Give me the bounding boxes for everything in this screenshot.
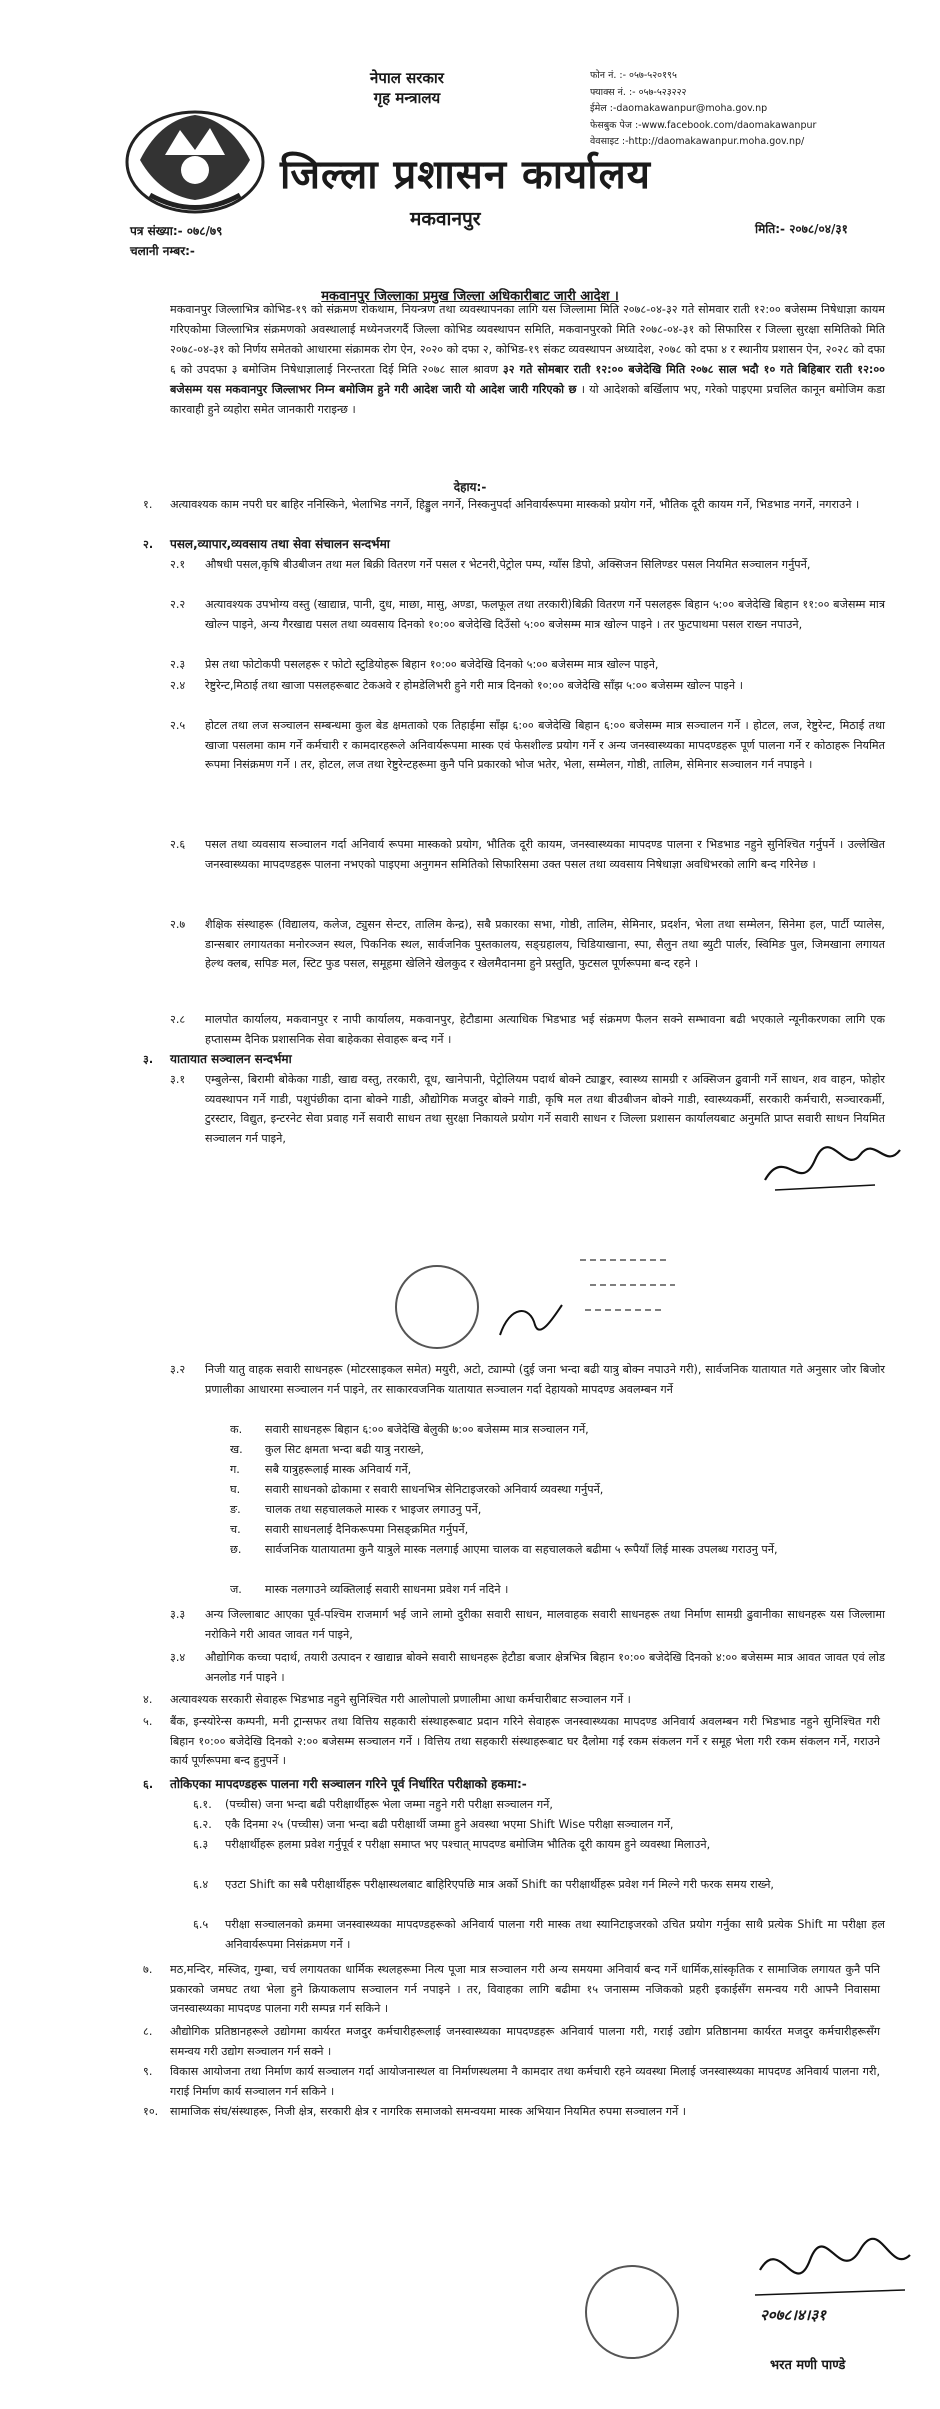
order-item-number: ङ. [230, 1503, 241, 1516]
signatory-name: भरत मणी पाण्डे [770, 2358, 846, 2373]
order-item-number: ६.३ [193, 1838, 209, 1851]
order-item-text: एउटा Shift का सबै परीक्षार्थीहरू परीक्षास्थलबाट बाहिरिएपछि मात्र अर्को Shift का परीक्षार्थीहरू प्रवेश गर्न मिल्ने गरी फरक समय राख्ने, [225, 1878, 774, 1891]
contact-fax: फ्याक्स नं. :- ०५७-५२३२२२ [590, 86, 687, 98]
nepal-emblem-icon [120, 100, 270, 220]
order-item-number: ६.२. [193, 1818, 212, 1831]
contact-website: वेवसाइट :-http://daomakawanpur.moha.gov.np/ [590, 136, 805, 147]
order-item-text: सवारी साधनको ढोकामा र सवारी साधनभित्र सेनिटाइजरको अनिवार्य व्यवस्था गर्नुपर्ने, [265, 1483, 604, 1496]
order-item-number: ३.३ [170, 1608, 186, 1621]
contact-facebook: फेसबुक पेज :-www.facebook.com/daomakawanpur [590, 119, 817, 131]
order-item-number: ७. [143, 1963, 153, 1976]
order-item-number: ३. [143, 1053, 154, 1066]
order-item-text: मठ,मन्दिर, मस्जिद, गुम्बा, चर्च लगायतका धार्मिक स्थलहरूमा नित्य पूजा मात्र सञ्चालन गरी अन्य समयमा अनिवार्य बन्द गर्ने धार्मिक,सांस्कृतिक र सामाजिक लगायत कुनै पनि प्रकारको जमघट तथा भेला हुने क्रियाकलाप सञ्चालन गर्न नपाइने । तर, विवाहका लागि बढीमा १५ जनासम्म नजिकको प्रहरी इकाईसँग समन्वय गरी आफ्नै निवासमा जनस्वास्थ्यका मापदण्ड पालना गरी सम्पन्न गर्न सकिने । [170, 1963, 880, 2015]
letter-number: पत्र संख्या:- ०७८/७९ [130, 224, 223, 238]
order-item-number: ३.१ [170, 1073, 186, 1086]
order-item-number: ९. [143, 2065, 153, 2078]
order-item-number: २.४ [170, 679, 186, 692]
order-item-number: ३.२ [170, 1363, 186, 1376]
order-item-text: बैंक, इन्स्योरेन्स कम्पनी, मनी ट्रान्सफर तथा वित्तिय सहकारी संस्थाहरूबाट प्रदान गरिने सेवाहरू जनस्वास्थ्यका मापदण्ड अनिवार्य अवलम्बन गरी भिडभाड नहुने सुनिश्चित गरी बिहान १०:०० बजेदेखि दिनको २:०० बजेसम्म सञ्चालन गर्ने । वित्तिय तथा सहकारी संस्थाहरूबाट घर दैलोमा गई रकम संकलन गर्ने र समूह भेला गरी रकम संकलन गर्ने, गराउने कार्य पूर्णरूपमा बन्द हुनुपर्ने । [170, 1715, 880, 1767]
order-item-text: अन्य जिल्लाबाट आएका पूर्व-पश्चिम राजमार्ग भई जाने लामो दुरीका सवारी साधन, मालवाहक सवारी साधनहरू तथा निर्माण सामग्री ढुवानीका साधनहरू यस जिल्लामा नरोकिने गरी आवत जावत गर्न पाइने, [205, 1608, 885, 1641]
order-item-number: ग. [230, 1463, 240, 1476]
order-item-text: अत्यावश्यक सरकारी सेवाहरू भिडभाड नहुने सुनिश्चित गरी आलोपालो प्रणालीमा आधा कर्मचारीबाट सञ्चालन गर्ने । [170, 1693, 631, 1706]
order-item-number: क. [230, 1423, 243, 1436]
order-item-number: ६.१. [193, 1798, 212, 1811]
order-item-text: औषधी पसल,कृषि बीउबीजन तथा मल बिक्री वितरण गर्ने पसल र भेटनरी,पेट्रोल पम्प, ग्याँस डिपो, अक्सिजन सिलिण्डर पसल नियमित सञ्चालन गर्नुपर्ने, [205, 558, 811, 571]
order-item-number: २.७ [170, 918, 186, 931]
order-item-number: २.६ [170, 838, 186, 851]
signature-mark-1 [755, 1135, 905, 1205]
order-item-text: एकै दिनमा २५ (पच्चीस) जना भन्दा बढी परीक्षार्थी जम्मा हुने अवस्था भएमा Shift Wise परीक्षा सञ्चालन गर्ने, [225, 1818, 674, 1831]
order-item-number: ६. [143, 1778, 154, 1791]
letter-date: मिति:- २०७८/०४/३१ [755, 222, 848, 236]
order-item-text: (पच्चीस) जना भन्दा बढी परीक्षार्थीहरू भेला जम्मा नहुने गरी परीक्षा सञ्चालन गर्ने, [225, 1798, 553, 1811]
order-item-number: ६.४ [193, 1878, 209, 1891]
order-item-text: औद्योगिक कच्चा पदार्थ, तयारी उत्पादन र खाद्यान्न बोक्ने सवारी साधनहरू हेटौडा बजार क्षेत्रभित्र बिहान १०:०० बजेदेखि दिनको ४:०० बजेसम्म मात्र आवत जावत एवं लोड अनलोड गर्न पाइने । [205, 1651, 885, 1684]
gov-line-1: नेपाल सरकार [370, 69, 444, 87]
order-item-text: रेष्टुरेन्ट,मिठाई तथा खाजा पसलहरूबाट टेकअवे र होमडेलिभरी हुने गरी मात्र दिनको १०:०० बजेदेखि साँझ ५:०० बजेसम्म खोल्न पाइने । [205, 679, 743, 692]
order-item-text: सामाजिक संघ/संस्थाहरू, निजी क्षेत्र, सरकारी क्षेत्र र नागरिक समाजको समन्वयमा मास्क अभियान नियमित रुपमा सञ्चालन गर्ने । [170, 2105, 687, 2118]
order-item-number: ४. [143, 1693, 153, 1706]
order-item-number: २.५ [170, 719, 186, 732]
order-item-text: औद्योगिक प्रतिष्ठानहरूले उद्योगमा कार्यरत मजदुर कर्मचारीहरूलाई जनस्वास्थ्यका मापदण्डहरू अनिवार्य पालना गरी, गराई उद्योग प्रतिष्ठानमा कार्यरत मजदुर कर्मचारीहरूसँग समन्वय गरी उद्योग सञ्चालन गर्न सक्ने । [170, 2025, 880, 2058]
order-item-number: २.८ [170, 1013, 186, 1026]
order-item-text: सवारी साधनलाई दैनिकरूपमा निसङ्क्रमित गर्नुपर्ने, [265, 1523, 469, 1536]
order-item-text: पसल तथा व्यवसाय सञ्चालन गर्दा अनिवार्य रूपमा मास्कको प्रयोग, भौतिक दूरी कायम, जनस्वास्थ्यका मापदण्ड पालना र भिडभाड नहुने सुनिश्चित गर्नुपर्ने । उल्लेखित जनस्वास्थ्यका मापदण्डहरू पालना नभएको पाइएमा अनुगमन समितिको सिफारिसमा उक्त पसल तथा व्यवसाय निषेधाज्ञा अवधिभरको लागि बन्द गरिनेछ । [205, 838, 885, 871]
order-item-number: १०. [143, 2105, 159, 2118]
order-item-text: मालपोत कार्यालय, मकवानपुर र नापी कार्यालय, मकवानपुर, हेटौडामा अत्याधिक भिडभाड भई संक्रमण फैलन सक्ने सम्भावना बढी भएकाले न्यूनीकरणका लागि एक हप्तासम्म दैनिक प्रशासनिक सेवा बाहेकका सेवाहरू बन्द गर्ने । [205, 1013, 885, 1046]
order-item-number: ख. [230, 1443, 243, 1456]
reference-number: चलानी नम्बर:- [130, 244, 195, 258]
order-item-number: च. [230, 1523, 241, 1536]
contact-phone: फोन नं. :- ०५७-५२०१९५ [590, 70, 677, 81]
order-item-text: अत्यावश्यक काम नपरी घर बाहिर ननिस्किने, भेलाभिड नगर्ने, हिड्डुल नगर्ने, निस्कनुपर्दा अनिवार्यरूपमा मास्कको प्रयोग गर्ने, भौतिक दूरी कायम गर्ने, भिडभाड नगर्ने, नगराउने । [170, 498, 860, 511]
order-item-number: २.३ [170, 658, 186, 671]
contact-block [590, 68, 816, 151]
order-item-text: निजी यातु वाहक सवारी साधनहरू (मोटरसाइकल समेत) मयुरी, अटो, ट्याम्पो (दुई जना भन्दा बढी यात्रु बोक्न नपाउने गरी), सार्वजनिक यातायात गते अनुसार जोर बिजोर प्रणालीका आधारमा सञ्चालन गर्न पाइने, तर साकारवजनिक यातायात सञ्चालन गर्दा देहायको मापदण्ड अवलम्बन गर्ने [205, 1363, 885, 1396]
contact-email: ईमेल :-daomakawanpur@moha.gov.np [590, 103, 768, 114]
order-item-number: २.२ [170, 598, 186, 611]
government-header [370, 68, 444, 108]
order-item-text: प्रेस तथा फोटोकपी पसलहरू र फोटो स्टुडियोहरू बिहान १०:०० बजेदेखि दिनको ५:०० बजेसम्म मात्र खोल्न पाइने, [205, 658, 659, 671]
order-item-text: परीक्षार्थीहरू हलमा प्रवेश गर्नुपूर्व र परीक्षा समाप्त भए पश्चात् मापदण्ड बमोजिम भौतिक दूरी कायम हुने व्यवस्था मिलाउने, [225, 1838, 711, 1851]
office-title: जिल्ला प्रशासन कार्यालय [280, 152, 651, 198]
order-item-text: एम्बुलेन्स, बिरामी बोकेका गाडी, खाद्य वस्तु, तरकारी, दूध, खानेपानी, पेट्रोलियम पदार्थ बोक्ने ट्याङ्कर, स्वास्थ्य सामग्री र अक्सिजन ढुवानी गर्ने साधन, शव वाहन, फोहोर व्यवस्थापन गर्ने गाडी, पशुपंछीका दाना बोक्ने गाडी, औद्योगिक मजदुर बोक्ने गाडी, कृषि मल तथा बीउबीजन बोक्ने गाडी, स्वास्थ्यकर्मी, सरकारी कर्मचारी, सञ्चारकर्मी, टुरस्टार, विद्युत, इन्टरनेट सेवा प्रवाह गर्ने सवारी साधन तथा सुरक्षा निकायले प्रयोग गर्ने सवारी साधन र जिल्ला प्रशासन कार्यालयबाट अनुमति प्राप्त सवारी साधन नियमित सञ्चालन गर्न पाइने, [205, 1073, 885, 1145]
order-item-number: ८. [143, 2025, 153, 2038]
order-item-text: होटल तथा लज सञ्चालन सम्बन्धमा कुल बेड क्षमताको एक तिहाईमा साँझ ६:०० बजेदेखि बिहान ६:०० बजेसम्म मात्र सञ्चालन गर्ने । होटल, लज, रेष्टुरेन्ट, मिठाई तथा खाजा पसलमा काम गर्ने कर्मचारी र कामदारहरूले अनिवार्यरूपमा मास्क एवं फेसशील्ड प्रयोग गर्ने र अन्य जनस्वास्थ्यका मापदण्डहरू पूर्ण पालना गर्ने र कोठाहरू नियमित रूपमा निसंक्रमण गर्ने । तर, होटल, लज तथा रेष्टुरेन्टहरूमा कुनै पनि प्रकारको भोज भतेर, भेला, सम्मेलन, गोष्ठी, तालिम, सेमिनार सञ्चालन गर्न नपाइने । [205, 719, 885, 771]
order-item-text: सार्वजनिक यातायातमा कुनै यात्रुले मास्क नलगाई आएमा चालक वा सहचालकले बढीमा ५ रूपैयाँ लिई मास्क उपलब्ध गराउनु पर्ने, [265, 1543, 778, 1556]
order-item-number: ६.५ [193, 1918, 209, 1931]
order-item-number: २. [143, 538, 154, 551]
order-item-text: मास्क नलगाउने व्यक्तिलाई सवारी साधनमा प्रवेश गर्न नदिने । [265, 1583, 509, 1596]
order-item-text: परीक्षा सञ्चालनको क्रममा जनस्वास्थ्यका मापदण्डहरूको अनिवार्य पालना गरी मास्क तथा स्यानिटाइजरको उचित प्रयोग गर्नुका साथै प्रत्येक Shift मा परीक्षा हल अनिवार्यरूपमा निसंक्रमण गर्ने । [225, 1918, 885, 1951]
order-item-number: २.१ [170, 558, 186, 571]
office-seal-1 [395, 1265, 479, 1349]
order-item-number: छ. [230, 1543, 242, 1556]
intro-highlight: ३२ गते सोमबार राती १२:०० बजेदेखि मिति २०७८ साल भदौ १० गते बिहिबार राती १२:०० बजेसम्म यस मकवानपुर जिल्लाभर निम्न बमोजिम हुने गरी आदेश जारी यो आदेश जारी गरिएको छ [170, 363, 885, 396]
section-heading: देहाय:- [453, 480, 487, 494]
subject-line: मकवानपुर जिल्लाका प्रमुख जिल्ला अधिकारीबाट जारी आदेश । [321, 289, 619, 304]
order-item-text: यातायात सञ्चालन सन्दर्भमा [170, 1052, 292, 1066]
order-item-text: सवारी साधनहरू बिहान ६:०० बजेदेखि बेलुकी ७:०० बजेसम्म मात्र सञ्चालन गर्ने, [265, 1423, 589, 1436]
handwritten-note-1 [575, 1240, 685, 1330]
order-item-text: विकास आयोजना तथा निर्माण कार्य सञ्चालन गर्दा आयोजनास्थल वा निर्माणस्थलमा नै कामदार तथा कर्मचारी रहने व्यवस्था मिलाई जनस्वास्थ्यका मापदण्ड अनिवार्य पालना गरी, गराई निर्माण कार्य सञ्चालन गर्न सकिने । [170, 2065, 880, 2098]
gov-line-2: गृह मन्त्रालय [373, 89, 441, 107]
intro-paragraph [170, 300, 885, 420]
intro-part-1: मकवानपुर जिल्लाभित्र कोभिड-१९ को संक्रमण रोकथाम, नियन्त्रण तथा व्यवस्थापनका लागि यस जिल्लामा मिति २०७८-०४-३२ गते सोमवार राती १२:०० बजेसम्म निषेधाज्ञा कायम गरिएकोमा जिल्लाभित्र संक्रमणको अवस्थालाई मध्येनजरगर्दै जिल्ला कोभिड व्यवस्थापन समिति, मकवानपुरको मिति २०७८-०४-३१ को सिफारिस र जिल्ला सुरक्षा समितिको मिति २०७८-०४-३१ को निर्णय समेतको आधारमा संक्रामक रोग ऐन, २०२० को दफा २, कोभिड-१९ संकट व्यवस्थापन अध्यादेश, २०७८ को दफा ४ र स्थानीय प्रशासन ऐन, २०२८ को दफा ६ को उपदफा ३ बमोजिम निषेधाज्ञालाई निरन्तरता दिई मिति २०७८ साल श्रावण [170, 303, 885, 376]
order-item-text: तोकिएका मापदण्डहरू पालना गरी सञ्चालन गरिने पूर्व निर्धारित परीक्षाको हकमा:- [170, 1777, 527, 1791]
order-item-text: चालक तथा सहचालकले मास्क र भाइजर लगाउनु पर्ने, [265, 1503, 482, 1516]
order-item-text: अत्यावश्यक उपभोग्य वस्तु (खाद्यान्न, पानी, दुध, माछा, मासु, अण्डा, फलफूल तथा तरकारी)बिक्री वितरण गर्ने पसलहरू बिहान ५:०० बजेदेखि बिहान ११:०० बजेसम्म मात्र खोल्न पाइने, अन्य गैरखाद्य पसल तथा व्यवसाय दिनको १०:०० बजेदेखि दिउँसो ५:०० बजेसम्म मात्र खोल्न पाइने । तर फुटपाथमा पसल राख्न नपाउने, [205, 598, 885, 631]
order-item-number: १. [143, 498, 153, 511]
district-name: मकवानपुर [410, 208, 481, 230]
order-item-text: पसल,व्यापार,व्यवसाय तथा सेवा संचालन सन्दर्भमा [170, 537, 390, 551]
order-item-text: कुल सिट क्षमता भन्दा बढी यात्रु नराख्ने, [265, 1443, 424, 1456]
signature-date: २०७८।४।३१ [760, 2306, 826, 2324]
order-item-number: घ. [230, 1483, 241, 1496]
initial-mark [490, 1295, 570, 1345]
order-item-number: ५. [143, 1715, 153, 1728]
order-item-text: सबै यात्रुहरूलाई मास्क अनिवार्य गर्ने, [265, 1463, 412, 1476]
order-item-text: शैक्षिक संस्थाहरू (विद्यालय, कलेज, ट्युसन सेन्टर, तालिम केन्द्र), सबै प्रकारका सभा, गोष्ठी, तालिम, सेमिनार, प्रदर्शन, भेला तथा सम्मेलन, सिनेमा हल, पार्टी प्यालेस, डान्सबार लगायतका मनोरञ्जन स्थल, पिकनिक स्थल, सार्वजनिक पुस्तकालय, सङ्ग्रहालय, चिडियाखाना, स्पा, सैलुन तथा ब्युटी पार्लर, स्विमिङ पुल, जिमखाना लगायत हेल्थ क्लब, सपिङ मल, स्टिट फुड पसल, समूहमा खेलिने खेलकुद र खेलमैदानमा हुने प्रस्तुति, फुटसल पूर्णरूपमा बन्द रहने । [205, 918, 885, 970]
order-item-number: ३.४ [170, 1651, 186, 1664]
order-item-number: ज. [230, 1583, 242, 1596]
intro-part-2: । यो आदेशको बर्खिलाप भए, गरेको पाइएमा प्रचलित कानून बमोजिम कडा कारवाही हुने व्यहोरा समेत जानकारी गराइन्छ । [170, 383, 885, 416]
office-seal-2 [585, 2265, 679, 2359]
